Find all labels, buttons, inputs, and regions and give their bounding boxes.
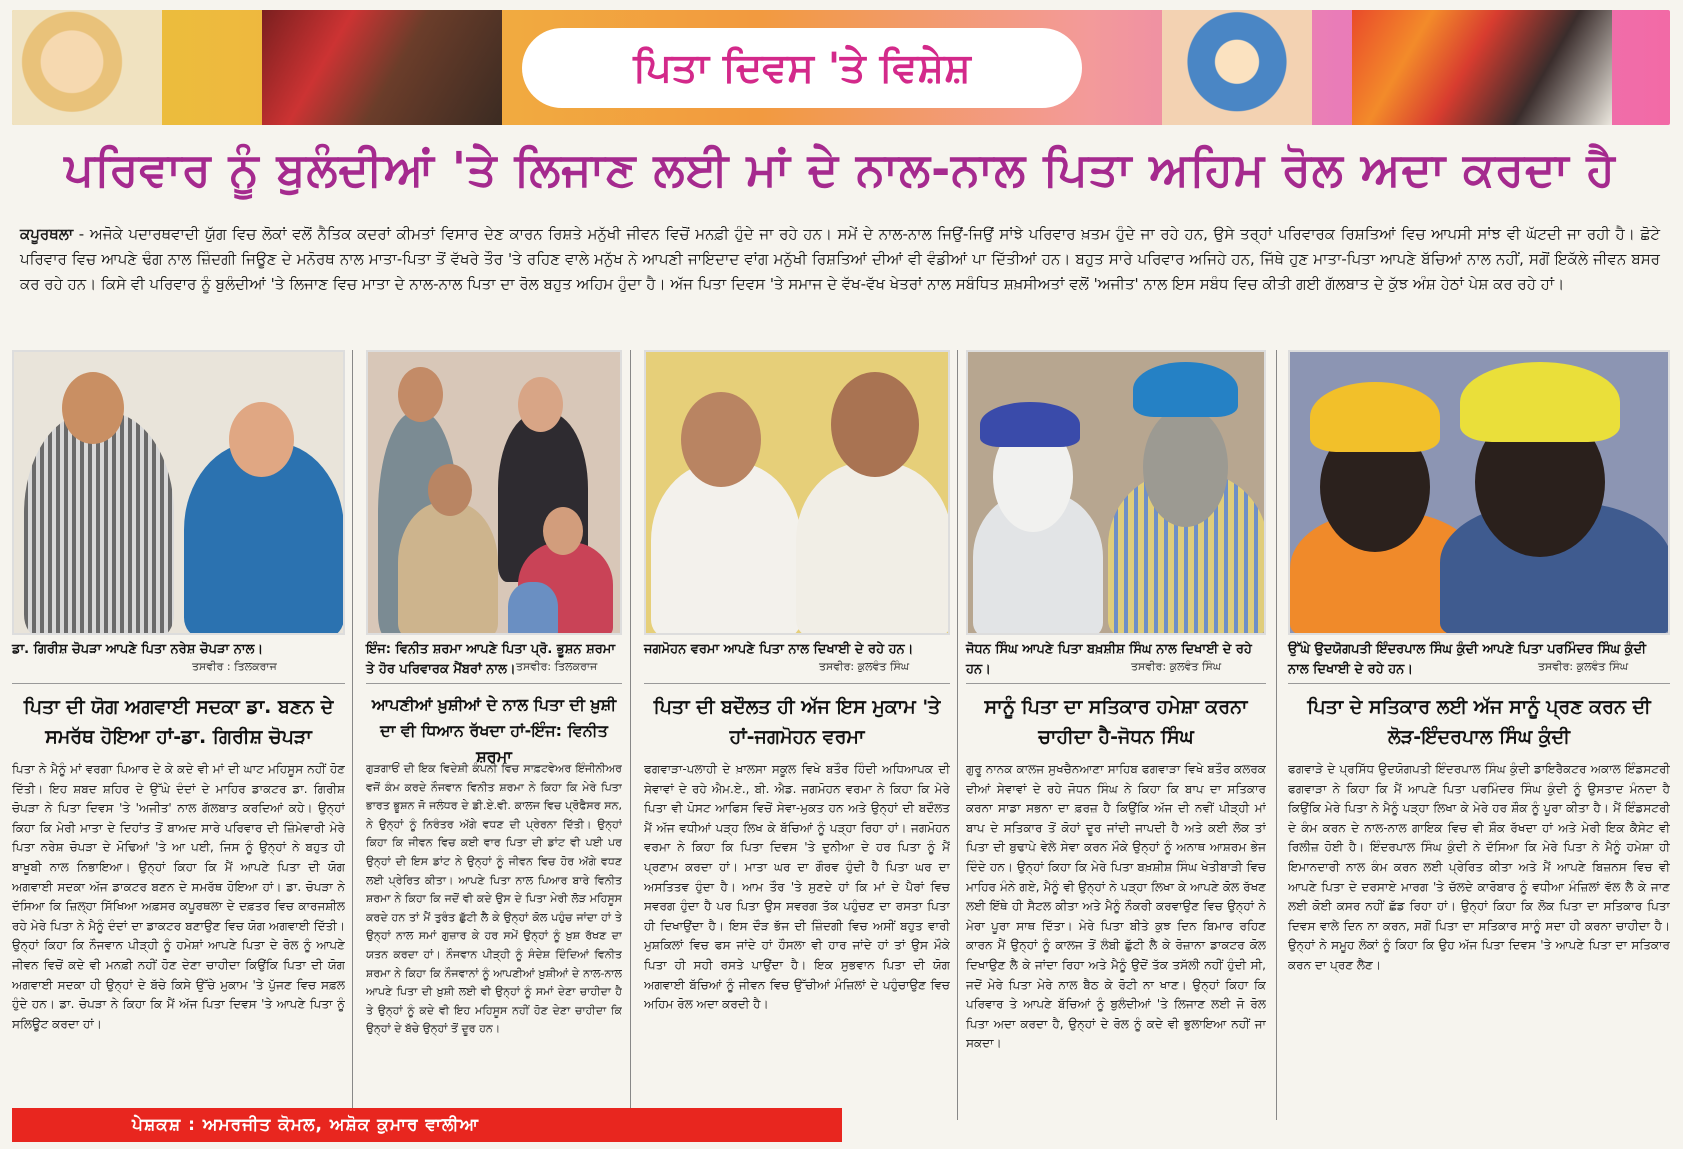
banner-title-box [522,28,1082,108]
column-divider [630,350,631,1120]
banner-photo-left [262,10,502,125]
photo-chopra [12,350,345,635]
photo-caption: ਜੋਧਨ ਸਿੰਘ ਆਪਣੇ ਪਿਤਾ ਬਖ਼ਸ਼ੀਸ਼ ਸਿੰਘ ਨਾਲ ਦਿਖਾਈ ਦੇ ਰਹੇ ਹਨ। [966,642,1252,677]
divider [966,683,1266,684]
banner-illustration-left [12,10,162,125]
column-body: ਫਗਵਾੜਾ-ਪਲਾਹੀ ਦੇ ਖ਼ਾਲਸਾ ਸਕੂਲ ਵਿਖੇ ਬਤੌਰ ਹਿੰਦੀ ਅਧਿਆਪਕ ਦੀ ਸੇਵਾਵਾਂ ਦੇ ਰਹੇ ਐਮ.ਏ., ਬੀ. ਐਡ. ਜਗਮੋਹਨ ਵਰਮਾ ਨੇ ਕਿਹਾ ਕਿ ਮੇਰੇ ਪਿਤਾ ਵੀ ਪੋਸਟ ਆਫਿਸ ਵਿਚੋਂ ਸੇਵਾ-ਮੁਕਤ ਹਨ ਅਤੇ ਉਨ੍ਹਾਂ ਦੀ ਬਦੌਲਤ ਮੈਂ ਅੱਜ ਵਧੀਆਂ ਪੜ੍ਹ ਲਿਖ ਕੇ ਬੱਚਿਆਂ ਨੂੰ ਪੜ੍ਹਾ ਰਿਹਾ ਹਾਂ। ਜਗਮੋਹਨ ਵਰਮਾ ਨੇ ਕਿਹਾ ਕਿ ਪਿਤਾ ਦਿਵਸ 'ਤੇ ਦੁਨੀਆ ਦੇ ਹਰ ਪਿਤਾ ਨੂੰ ਮੈਂ ਪ੍ਰਣਾਮ ਕਰਦਾ ਹਾਂ। ਮਾਤਾ ਘਰ ਦਾ ਗੌਰਵ ਹੁੰਦੀ ਹੈ ਪਿਤਾ ਘਰ ਦਾ ਅਸਤਿਤਵ ਹੁੰਦਾ ਹੈ। ਆਮ ਤੌਰ 'ਤੇ ਸੁਣਦੇ ਹਾਂ ਕਿ ਮਾਂ ਦੇ ਪੈਰਾਂ ਵਿਚ ਸਵਰਗ ਹੁੰਦਾ ਹੈ ਪਰ ਪਿਤਾ ਉਸ ਸਵਰਗ ਤੱਕ ਪਹੁੰਚਣ ਦਾ ਰਸਤਾ ਪਿਤਾ ਹੀ ਦਿਖਾਉਂਦਾ ਹੈ। ਇਸ ਦੌੜ ਭੱਜ ਦੀ ਜ਼ਿੰਦਗੀ ਵਿਚ ਅਸੀਂ ਬਹੁਤ ਵਾਰੀ ਮੁਸ਼ਕਿਲਾਂ ਵਿਚ ਫਸ ਜਾਂਦੇ ਹਾਂ ਹੌਸਲਾ ਵੀ ਹਾਰ ਜਾਂਦੇ ਹਾਂ ਤਾਂ ਉਸ ਮੌਕੇ ਪਿਤਾ ਹੀ ਸਹੀ ਰਸਤੇ ਪਾਉਂਦਾ ਹੈ। ਇਕ ਸੁਭਵਾਨ ਪਿਤਾ ਦੀ ਯੋਗ ਅਗਵਾਈ ਬੱਚਿਆਂ ਨੂੰ ਜੀਵਨ ਵਿਚ ਉੱਚੀਆਂ ਮੰਜ਼ਿਲਾਂ ਦੇ ਪਹੁੰਚਾਉਣ ਵਿਚ ਅਹਿਮ ਰੋਲ ਅਦਾ ਕਰਦੀ ਹੈ। [644,762,950,1012]
divider [1288,683,1670,684]
column-body: ਪਿਤਾ ਨੇ ਮੈਨੂੰ ਮਾਂ ਵਰਗਾ ਪਿਆਰ ਦੇ ਕੇ ਕਦੇ ਵੀ ਮਾਂ ਦੀ ਘਾਟ ਮਹਿਸੂਸ ਨਹੀਂ ਹੋਣ ਦਿੱਤੀ। ਇਹ ਸ਼ਬਦ ਸ਼ਹਿਰ ਦੇ ਉੱਘੇ ਦੰਦਾਂ ਦੇ ਮਾਹਿਰ ਡਾਕਟਰ ਡਾ. ਗਿਰੀਸ਼ ਚੋਪੜਾ ਨੇ ਪਿਤਾ ਦਿਵਸ 'ਤੇ 'ਅਜੀਤ' ਨਾਲ ਗੱਲਬਾਤ ਕਰਦਿਆਂ ਕਹੇ। ਉਨ੍ਹਾਂ ਕਿਹਾ ਕਿ ਮੇਰੀ ਮਾਤਾ ਦੇ ਦਿਹਾਂਤ ਤੋਂ ਬਾਅਦ ਸਾਰੇ ਪਰਿਵਾਰ ਦੀ ਜ਼ਿੰਮੇਵਾਰੀ ਮੇਰੇ ਪਿਤਾ ਨਰੇਸ਼ ਚੋਪੜਾ ਦੇ ਮੋਢਿਆਂ 'ਤੇ ਆ ਪਈ, ਜਿਸ ਨੂੰ ਉਨ੍ਹਾਂ ਨੇ ਬਹੁਤ ਹੀ ਬਾਖੂਬੀ ਨਾਲ ਨਿਭਾਇਆ। ਉਨ੍ਹਾਂ ਕਿਹਾ ਕਿ ਮੈਂ ਆਪਣੇ ਪਿਤਾ ਦੀ ਯੋਗ ਅਗਵਾਈ ਸਦਕਾ ਅੱਜ ਡਾਕਟਰ ਬਣਨ ਦੇ ਸਮਰੱਥ ਹੋਇਆ ਹਾਂ। ਡਾ. ਚੋਪੜਾ ਨੇ ਦੱਸਿਆ ਕਿ ਜ਼ਿਲ੍ਹਾ ਸਿੱਖਿਆ ਅਫ਼ਸਰ ਕਪੂਰਥਲਾ ਦੇ ਦਫ਼ਤਰ ਵਿਚ ਕਾਰਜਸ਼ੀਲ ਰਹੇ ਮੇਰੇ ਪਿਤਾ ਨੇ ਮੈਨੂੰ ਦੰਦਾਂ ਦਾ ਡਾਕਟਰ ਬਣਾਉਣ ਵਿਚ ਯੋਗ ਅਗਵਾਈ ਦਿੱਤੀ। ਉਨ੍ਹਾਂ ਕਿਹਾ ਕਿ ਨੌਜਵਾਨ ਪੀੜ੍ਹੀ ਨੂੰ ਹਮੇਸ਼ਾਂ ਆਪਣੇ ਪਿਤਾ ਦੇ ਰੋਲ ਨੂੰ ਆਪਣੇ ਜੀਵਨ ਵਿਚੋਂ ਕਦੇ ਵੀ ਮਨਫ਼ੀ ਨਹੀਂ ਹੋਣ ਦੇਣਾ ਚਾਹੀਦਾ ਕਿਉਂਕਿ ਪਿਤਾ ਦੀ ਯੋਗ ਅਗਵਾਈ ਸਦਕਾ ਹੀ ਉਨ੍ਹਾਂ ਦੇ ਬੱਚੇ ਕਿਸੇ ਉੱਚੇ ਮੁਕਾਮ 'ਤੇ ਪੁੱਜਣ ਵਿਚ ਸਫ਼ਲ ਹੁੰਦੇ ਹਨ। ਡਾ. ਚੋਪੜਾ ਨੇ ਕਿਹਾ ਕਿ ਮੈਂ ਅੱਜ ਪਿਤਾ ਦਿਵਸ 'ਤੇ ਆਪਣੇ ਪਿਤਾ ਨੂੰ ਸਲਿਊਟ ਕਰਦਾ ਹਾਂ। [12,762,345,1031]
banner-photo-right [1352,10,1612,125]
photo-jodhan-singh [966,350,1266,635]
headline: ਪਰਿਵਾਰ ਨੂੰ ਬੁਲੰਦੀਆਂ 'ਤੇ ਲਿਜਾਣ ਲਈ ਮਾਂ ਦੇ ਨਾਲ-ਨਾਲ ਪਿਤਾ ਅਹਿਮ ਰੋਲ ਅਦਾ ਕਰਦਾ ਹੈ [64,142,1616,196]
photo-caption: ਜਗਮੋਹਨ ਵਰਮਾ ਆਪਣੇ ਪਿਤਾ ਨਾਲ ਦਿਖਾਈ ਦੇ ਰਹੇ ਹਨ। [644,642,914,657]
column-divider [957,350,958,1120]
divider [366,683,622,684]
banner-title: ਪਿਤਾ ਦਿਵਸ 'ਤੇ ਵਿਸ਼ੇਸ਼ [633,45,971,91]
column-body: ਗੁਰੂ ਨਾਨਕ ਕਾਲਜ ਸੁਖਚੈਨਆਣਾ ਸਾਹਿਬ ਫਗਵਾੜਾ ਵਿਖੇ ਬਤੌਰ ਕਲਰਕ ਦੀਆਂ ਸੇਵਾਵਾਂ ਦੇ ਰਹੇ ਜੋਧਨ ਸਿੰਘ ਨੇ ਕਿਹਾ ਕਿ ਬਾਪ ਦਾ ਸਤਿਕਾਰ ਕਰਨਾ ਸਾਡਾ ਸਭਨਾ ਦਾ ਫ਼ਰਜ਼ ਹੈ ਕਿਉਂਕਿ ਅੱਜ ਦੀ ਨਵੀਂ ਪੀੜ੍ਹੀ ਮਾਂ ਬਾਪ ਦੇ ਸਤਿਕਾਰ ਤੋਂ ਕੋਹਾਂ ਦੂਰ ਜਾਂਦੀ ਜਾਪਦੀ ਹੈ ਅਤੇ ਕਈ ਲੋਕ ਤਾਂ ਪਿਤਾ ਦੀ ਬੁਢਾਪੇ ਵੇਲੇ ਸੇਵਾ ਕਰਨ ਮੌਕੇ ਉਨ੍ਹਾਂ ਨੂੰ ਅਨਾਥ ਆਸ਼ਰਮ ਭੇਜ ਦਿੰਦੇ ਹਨ। ਉਨ੍ਹਾਂ ਕਿਹਾ ਕਿ ਮੇਰੇ ਪਿਤਾ ਬਖ਼ਸ਼ੀਸ਼ ਸਿੰਘ ਖੇਤੀਬਾੜੀ ਵਿਚ ਮਾਹਿਰ ਮੰਨੇ ਗਏ, ਮੈਨੂੰ ਵੀ ਉਨ੍ਹਾਂ ਨੇ ਪੜ੍ਹਾ ਲਿਖਾ ਕੇ ਆਪਣੇ ਕੋਲ ਰੱਖਣ ਲਈ ਇੱਥੇ ਹੀ ਸੈਟਲ ਕੀਤਾ ਅਤੇ ਮੈਨੂੰ ਨੌਕਰੀ ਕਰਵਾਉਣ ਵਿਚ ਉਨ੍ਹਾਂ ਨੇ ਮੇਰਾ ਪੂਰਾ ਸਾਥ ਦਿੱਤਾ। ਮੇਰੇ ਪਿਤਾ ਬੀਤੇ ਕੁਝ ਦਿਨ ਬਿਮਾਰ ਰਹਿਣ ਕਾਰਨ ਮੈਂ ਉਨ੍ਹਾਂ ਨੂੰ ਕਾਲਜ ਤੋਂ ਲੰਬੀ ਛੁੱਟੀ ਲੈ ਕੇ ਰੋਜ਼ਾਨਾ ਡਾਕਟਰ ਕੋਲ ਦਿਖਾਉਣ ਲੈ ਕੇ ਜਾਂਦਾ ਰਿਹਾ ਅਤੇ ਮੈਨੂੰ ਉਦੋਂ ਤੱਕ ਤਸੱਲੀ ਨਹੀਂ ਹੁੰਦੀ ਸੀ, ਜਦੋਂ ਮੇਰੇ ਪਿਤਾ ਮੇਰੇ ਨਾਲ ਬੈਠ ਕੇ ਰੋਟੀ ਨਾ ਖਾਣ। ਉਨ੍ਹਾਂ ਕਿਹਾ ਕਿ ਪਰਿਵਾਰ ਤੇ ਆਪਣੇ ਬੱਚਿਆਂ ਨੂੰ ਬੁਲੰਦੀਆਂ 'ਤੇ ਲਿਜਾਣ ਲਈ ਜੋ ਰੋਲ ਪਿਤਾ ਅਦਾ ਕਰਦਾ ਹੈ, ਉਨ੍ਹਾਂ ਦੇ ਰੋਲ ਨੂੰ ਕਦੇ ਵੀ ਭੁਲਾਇਆ ਨਹੀਂ ਜਾ ਸਕਦਾ। [966,762,1266,1051]
photo-sharma-family [366,350,622,635]
photo-credit: ਤਸਵੀਰ: ਕੁਲਵੰਤ ਸਿੰਘ [819,660,909,673]
column-divider [352,350,353,1120]
column-heading: ਪਿਤਾ ਦੀ ਯੋਗ ਅਗਵਾਈ ਸਦਕਾ ਡਾ. ਬਣਨ ਦੇ ਸਮਰੱਥ ਹੋਇਆ ਹਾਂ-ਡਾ. ਗਿਰੀਸ਼ ਚੋਪੜਾ [23,696,334,748]
photo-credit: ਤਸਵੀਰ: ਤਿਲਕਰਾਜ [516,660,598,673]
photo-kundi [1288,350,1670,635]
divider [644,683,950,684]
divider [12,683,345,684]
intro-paragraph [20,222,1660,297]
column-heading: ਪਿਤਾ ਦੇ ਸਤਿਕਾਰ ਲਈ ਅੱਜ ਸਾਨੂੰ ਪ੍ਰਣ ਕਰਨ ਦੀ ਲੋੜ-ਇੰਦਰਪਾਲ ਸਿੰਘ ਕੁੰਦੀ [1307,696,1651,748]
column-divider [1276,350,1277,1120]
photo-verma [644,350,950,635]
column-body: ਫਗਵਾੜੇ ਦੇ ਪ੍ਰਸਿੱਧ ਉਦਯੋਗਪਤੀ ਇੰਦਰਪਾਲ ਸਿੰਘ ਕੁੰਦੀ ਡਾਇਰੈਕਟਰ ਅਕਾਲ ਇੰਡਸਟਰੀ ਫਗਵਾੜਾ ਨੇ ਕਿਹਾ ਕਿ ਮੈਂ ਆਪਣੇ ਪਿਤਾ ਪਰਮਿੰਦਰ ਸਿੰਘ ਕੁੰਦੀ ਨੂੰ ਉਸਤਾਦ ਮੰਨਦਾ ਹੈ ਕਿਉਂਕਿ ਮੇਰੇ ਪਿਤਾ ਨੇ ਮੈਨੂੰ ਪੜ੍ਹਾ ਲਿਖਾ ਕੇ ਮੇਰੇ ਹਰ ਸ਼ੌਕ ਨੂੰ ਪੂਰਾ ਕੀਤਾ ਹੈ। ਮੈਂ ਇੰਡਸਟਰੀ ਦੇ ਕੰਮ ਕਰਨ ਦੇ ਨਾਲ-ਨਾਲ ਗਾਇਕ ਵਿਚ ਵੀ ਸ਼ੌਕ ਰੱਖਦਾ ਹਾਂ ਅਤੇ ਮੇਰੀ ਇਕ ਕੈਸੇਟ ਵੀ ਰਿਲੀਜ਼ ਹੋਈ ਹੈ। ਇੰਦਰਪਾਲ ਸਿੰਘ ਕੁੰਦੀ ਨੇ ਦੱਸਿਆ ਕਿ ਮੇਰੇ ਪਿਤਾ ਨੇ ਮੈਨੂੰ ਹਮੇਸ਼ਾ ਹੀ ਇਮਾਨਦਾਰੀ ਨਾਲ ਕੰਮ ਕਰਨ ਲਈ ਪ੍ਰੇਰਿਤ ਕੀਤਾ ਅਤੇ ਮੈਂ ਆਪਣੇ ਬਿਜ਼ਨਸ ਵਿਚ ਵੀ ਆਪਣੇ ਪਿਤਾ ਦੇ ਦਰਸਾਏ ਮਾਰਗ 'ਤੇ ਚੱਲਦੇ ਕਾਰੋਬਾਰ ਨੂੰ ਵਧੀਆ ਮੰਜ਼ਿਲਾਂ ਵੱਲ ਲੈ ਕੇ ਜਾਣ ਲਈ ਕੋਈ ਕਸਰ ਨਹੀਂ ਛੱਡ ਰਿਹਾ ਹਾਂ। ਉਨ੍ਹਾਂ ਕਿਹਾ ਕਿ ਲੋਕ ਪਿਤਾ ਦਾ ਸਤਿਕਾਰ ਪਿਤਾ ਦਿਵਸ ਵਾਲੇ ਦਿਨ ਨਾ ਕਰਨ, ਸਗੋਂ ਪਿਤਾ ਦਾ ਸਤਿਕਾਰ ਸਾਨੂੰ ਸਦਾ ਹੀ ਕਰਨਾ ਚਾਹੀਦਾ ਹੈ। ਉਨ੍ਹਾਂ ਨੇ ਸਮੂਹ ਲੋਕਾਂ ਨੂੰ ਕਿਹਾ ਕਿ ਉਹ ਅੱਜ ਪਿਤਾ ਦਿਵਸ 'ਤੇ ਆਪਣੇ ਪਿਤਾ ਦਾ ਸਤਿਕਾਰ ਕਰਨ ਦਾ ਪ੍ਰਣ ਲੈਣ। [1288,762,1670,972]
column-heading: ਸਾਨੂੰ ਪਿਤਾ ਦਾ ਸਤਿਕਾਰ ਹਮੇਸ਼ਾ ਕਰਨਾ ਚਾਹੀਦਾ ਹੈ-ਜੋਧਨ ਸਿੰਘ [984,696,1248,748]
banner-illustration-right [1162,10,1312,125]
photo-caption: ਇੰਜ: ਵਿਨੀਤ ਸ਼ਰਮਾ ਆਪਣੇ ਪਿਤਾ ਪ੍ਰੋ. ਭੂਸ਼ਨ ਸ਼ਰਮਾ ਤੇ ਹੋਰ ਪਰਿਵਾਰਕ ਮੈਂਬਰਾਂ ਨਾਲ। [366,642,616,677]
column-heading: ਆਪਣੀਆਂ ਖ਼ੁਸ਼ੀਆਂ ਦੇ ਨਾਲ ਪਿਤਾ ਦੀ ਖ਼ੁਸ਼ੀ ਦਾ ਵੀ ਧਿਆਨ ਰੱਖਦਾ ਹਾਂ-ਇੰਜ: ਵਿਨੀਤ ਸ਼ਰਮਾ [371,695,617,766]
photo-caption: ਡਾ. ਗਿਰੀਸ਼ ਚੋਪੜਾ ਆਪਣੇ ਪਿਤਾ ਨਰੇਸ਼ ਚੋਪੜਾ ਨਾਲ। [12,642,264,657]
dateline: ਕਪੂਰਥਲਾ [20,225,74,243]
column-heading: ਪਿਤਾ ਦੀ ਬਦੌਲਤ ਹੀ ਅੱਜ ਇਸ ਮੁਕਾਮ 'ਤੇ ਹਾਂ-ਜਗਮੋਹਨ ਵਰਮਾ [653,696,941,748]
photo-credit: ਤਸਵੀਰ: ਕੁਲਵੰਤ ਸਿੰਘ [1538,660,1628,673]
photo-credit: ਤਸਵੀਰ : ਤਿਲਕਰਾਜ [192,660,277,673]
photo-credit: ਤਸਵੀਰ: ਕੁਲਵੰਤ ਸਿੰਘ [1131,660,1221,673]
presented-by-bar: ਪੇਸ਼ਕਸ਼ : ਅਮਰਜੀਤ ਕੋਮਲ, ਅਸ਼ੋਕ ਕੁਮਾਰ ਵਾਲੀਆ [12,1108,842,1142]
intro-text: - ਅਜੋਕੇ ਪਦਾਰਥਵਾਦੀ ਯੁੱਗ ਵਿਚ ਲੋਕਾਂ ਵਲੋਂ ਨੈਤਿਕ ਕਦਰਾਂ ਕੀਮਤਾਂ ਵਿਸਾਰ ਦੇਣ ਕਾਰਨ ਰਿਸ਼ਤੇ ਮਨੁੱਖੀ ਜੀਵਨ ਵਿਚੋਂ ਮਨਫ਼ੀ ਹੁੰਦੇ ਜਾ ਰਹੇ ਹਨ। ਸਮੇਂ ਦੇ ਨਾਲ-ਨਾਲ ਜਿਉਂ-ਜਿਉਂ ਸਾਂਝੇ ਪਰਿਵਾਰ ਖ਼ਤਮ ਹੁੰਦੇ ਜਾ ਰਹੇ ਹਨ, ਉਸੇ ਤਰ੍ਹਾਂ ਪਰਿਵਾਰਕ ਰਿਸ਼ਤਿਆਂ ਵਿਚ ਆਪਸੀ ਸਾਂਝ ਵੀ ਘੱਟਦੀ ਜਾ ਰਹੀ ਹੈ। ਛੋਟੇ ਪਰਿਵਾਰ ਵਿਚ ਆਪਣੇ ਢੰਗ ਨਾਲ ਜ਼ਿੰਦਗੀ ਜਿਊਣ ਦੇ ਮਨੋਰਥ ਨਾਲ ਮਾਤਾ-ਪਿਤਾ ਤੋਂ ਵੱਖਰੇ ਤੌਰ 'ਤੇ ਰਹਿਣ ਵਾਲੇ ਮਨੁੱਖ ਨੇ ਆਪਣੀ ਜਾਇਦਾਦ ਵਾਂਗ ਮਨੁੱਖੀ ਰਿਸ਼ਤਿਆਂ ਦੀਆਂ ਵੀ ਵੰਡੀਆਂ ਪਾ ਦਿੱਤੀਆਂ ਹਨ। ਬਹੁਤ ਸਾਰੇ ਪਰਿਵਾਰ ਅਜਿਹੇ ਹਨ, ਜਿੱਥੇ ਹੁਣ ਮਾਤਾ-ਪਿਤਾ ਆਪਣੇ ਬੱਚਿਆਂ ਨਾਲ ਨਹੀਂ, ਸਗੋਂ ਇਕੱਲੇ ਜੀਵਨ ਬਸਰ ਕਰ ਰਹੇ ਹਨ। ਕਿਸੇ ਵੀ ਪਰਿਵਾਰ ਨੂੰ ਬੁਲੰਦੀਆਂ 'ਤੇ ਲਿਜਾਣ ਵਿਚ ਮਾਤਾ ਦੇ ਨਾਲ-ਨਾਲ ਪਿਤਾ ਦਾ ਰੋਲ ਬਹੁਤ ਅਹਿਮ ਹੁੰਦਾ ਹੈ। ਅੱਜ ਪਿਤਾ ਦਿਵਸ 'ਤੇ ਸਮਾਜ ਦੇ ਵੱਖ-ਵੱਖ ਖੇਤਰਾਂ ਨਾਲ ਸਬੰਧਿਤ ਸ਼ਖ਼ਸੀਅਤਾਂ ਵਲੋਂ 'ਅਜੀਤ' ਨਾਲ ਇਸ ਸਬੰਧ ਵਿਚ ਕੀਤੀ ਗਈ ਗੱਲਬਾਤ ਦੇ ਕੁੱਝ ਅੰਸ਼ ਹੇਠਾਂ ਪੇਸ਼ ਕਰ ਰਹੇ ਹਾਂ। [20,225,1660,293]
banner [12,10,1670,125]
column-body: ਗੁੜਗਾਓਂ ਦੀ ਇਕ ਵਿਦੇਸ਼ੀ ਕੰਪਨੀ ਵਿਚ ਸਾਫ਼ਟਵੇਅਰ ਇੰਜੀਨੀਅਰ ਵਜੋਂ ਕੰਮ ਕਰਦੇ ਨੌਜਵਾਨ ਵਿਨੀਤ ਸ਼ਰਮਾ ਨੇ ਕਿਹਾ ਕਿ ਮੇਰੇ ਪਿਤਾ ਭਾਰਤ ਭੂਸ਼ਨ ਜੋ ਜਲੰਧਰ ਦੇ ਡੀ.ਏ.ਵੀ. ਕਾਲਜ ਵਿਚ ਪ੍ਰੋਫੈਸਰ ਸਨ, ਨੇ ਉਨ੍ਹਾਂ ਨੂੰ ਨਿਰੰਤਰ ਅੱਗੇ ਵਧਣ ਦੀ ਪ੍ਰੇਰਨਾ ਦਿੱਤੀ। ਉਨ੍ਹਾਂ ਕਿਹਾ ਕਿ ਜੀਵਨ ਵਿਚ ਕਈ ਵਾਰ ਪਿਤਾ ਦੀ ਡਾਂਟ ਵੀ ਪਈ ਪਰ ਉਨ੍ਹਾਂ ਦੀ ਇਸ ਡਾਂਟ ਨੇ ਉਨ੍ਹਾਂ ਨੂੰ ਜੀਵਨ ਵਿਚ ਹੋਰ ਅੱਗੇ ਵਧਣ ਲਈ ਪ੍ਰੇਰਿਤ ਕੀਤਾ। ਆਪਣੇ ਪਿਤਾ ਨਾਲ ਪਿਆਰ ਬਾਰੇ ਵਿਨੀਤ ਸ਼ਰਮਾ ਨੇ ਕਿਹਾ ਕਿ ਜਦੋਂ ਵੀ ਕਦੇ ਉਸ ਦੇ ਪਿਤਾ ਮੇਰੀ ਲੋੜ ਮਹਿਸੂਸ ਕਰਦੇ ਹਨ ਤਾਂ ਮੈਂ ਤੁਰੰਤ ਛੁੱਟੀ ਲੈ ਕੇ ਉਨ੍ਹਾਂ ਕੋਲ ਪਹੁੰਚ ਜਾਂਦਾ ਹਾਂ ਤੇ ਉਨ੍ਹਾਂ ਨਾਲ ਸਮਾਂ ਗੁਜ਼ਾਰ ਕੇ ਹਰ ਸਮੇਂ ਉਨ੍ਹਾਂ ਨੂੰ ਖ਼ੁਸ਼ ਰੱਖਣ ਦਾ ਯਤਨ ਕਰਦਾ ਹਾਂ। ਨੌਜਵਾਨ ਪੀੜ੍ਹੀ ਨੂੰ ਸੰਦੇਸ਼ ਦਿੰਦਿਆਂ ਵਿਨੀਤ ਸ਼ਰਮਾ ਨੇ ਕਿਹਾ ਕਿ ਨੌਜਵਾਨਾਂ ਨੂੰ ਆਪਣੀਆਂ ਖ਼ੁਸ਼ੀਆਂ ਦੇ ਨਾਲ-ਨਾਲ ਆਪਣੇ ਪਿਤਾ ਦੀ ਖ਼ੁਸ਼ੀ ਲਈ ਵੀ ਉਨ੍ਹਾਂ ਨੂੰ ਸਮਾਂ ਦੇਣਾ ਚਾਹੀਦਾ ਹੈ ਤੇ ਉਨ੍ਹਾਂ ਨੂੰ ਕਦੇ ਵੀ ਇਹ ਮਹਿਸੂਸ ਨਹੀਂ ਹੋਣ ਦੇਣਾ ਚਾਹੀਦਾ ਕਿ ਉਨ੍ਹਾਂ ਦੇ ਬੱਚੇ ਉਨ੍ਹਾਂ ਤੋਂ ਦੂਰ ਹਨ। [366,762,622,1036]
photo-caption: ਉੱਘੇ ਉਦਯੋਗਪਤੀ ਇੰਦਰਪਾਲ ਸਿੰਘ ਕੁੰਦੀ ਆਪਣੇ ਪਿਤਾ ਪਰਮਿੰਦਰ ਸਿੰਘ ਕੁੰਦੀ ਨਾਲ ਦਿਖਾਈ ਦੇ ਰਹੇ ਹਨ। [1288,642,1647,677]
